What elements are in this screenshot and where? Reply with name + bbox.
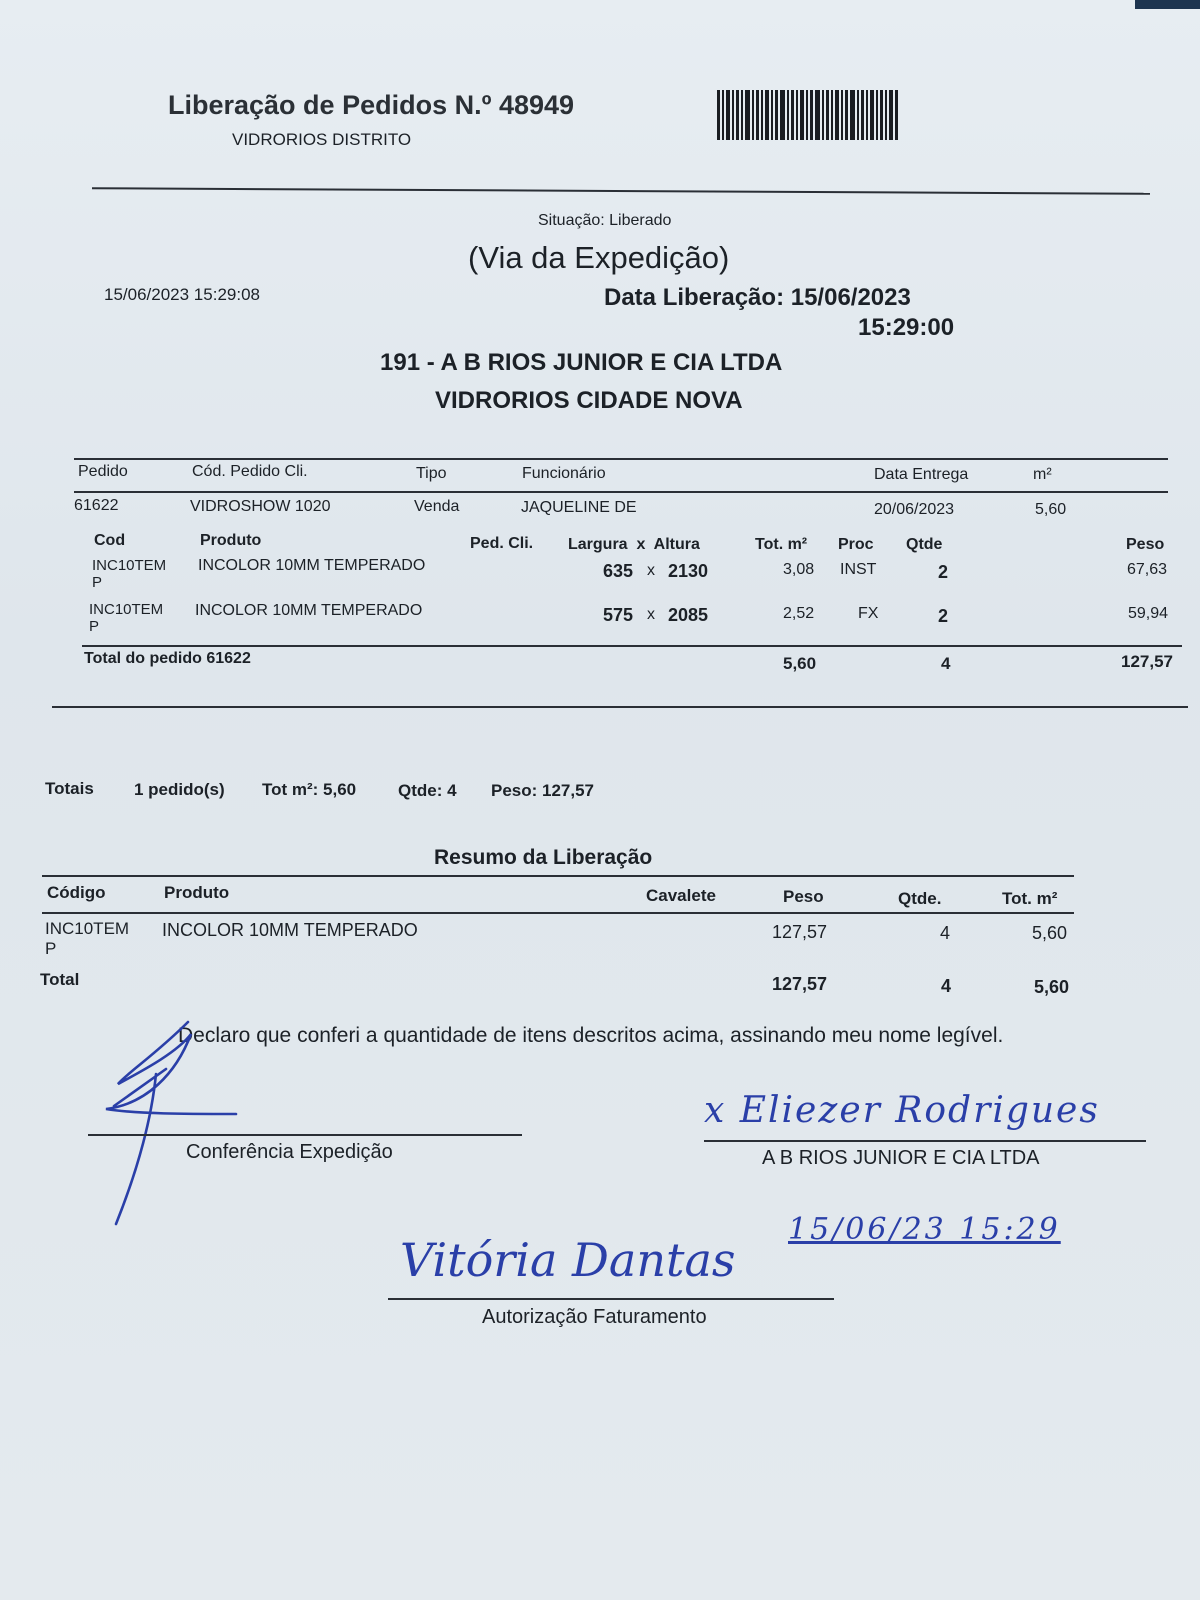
print-timestamp: 15/06/2023 15:29:08	[104, 285, 260, 304]
item1-tot-m2: 3,08	[783, 561, 815, 578]
declaration-text: Declaro que conferi a quantidade de itens descritos acima, assinando meu nome legível.	[178, 1024, 1004, 1047]
item2-altura: 2085	[668, 605, 709, 625]
item2-tot-m2: 2,52	[783, 605, 815, 622]
client-signature: x Eliezer Rodrigues	[704, 1090, 1100, 1131]
item1-peso: 67,63	[1127, 561, 1168, 578]
order-m2: 5,60	[1035, 501, 1067, 518]
order-cod-cli: VIDROSHOW 1020	[190, 498, 331, 515]
item2-cod-cont: P	[89, 618, 100, 635]
items-header-ped-cli: Ped. Cli.	[470, 535, 534, 552]
order-total-m2: 5,60	[783, 654, 817, 673]
barcode	[717, 90, 902, 140]
status-text: Situação: Liberado	[538, 212, 672, 229]
item2-largura: 575	[603, 605, 634, 625]
summary-header-codigo: Código	[47, 883, 106, 902]
order-pedido: 61622	[74, 497, 119, 514]
client-signature-line	[704, 1140, 1146, 1142]
document-title: Liberação de Pedidos N.º 48949	[168, 90, 575, 120]
summary-header-cavalete: Cavalete	[646, 886, 716, 905]
item2-cod: INC10TEM	[89, 601, 164, 618]
order-header-pedido: Pedido	[78, 463, 128, 480]
summary-cod-cont: P	[45, 939, 57, 958]
summary-total-peso: 127,57	[772, 974, 828, 994]
summary-header-rule	[42, 912, 1074, 914]
autorizacao-signature: Vitória Dantas	[400, 1233, 736, 1287]
item1-qtde: 2	[938, 562, 949, 582]
item2-produto: INCOLOR 10MM TEMPERADO	[195, 602, 423, 619]
summary-qtde: 4	[940, 923, 951, 943]
order-header-tipo: Tipo	[416, 465, 447, 482]
order-funcionario: JAQUELINE DE	[521, 499, 637, 516]
items-total-rule	[82, 645, 1182, 647]
client-branch: VIDRORIOS CIDADE NOVA	[435, 387, 743, 414]
summary-header-produto: Produto	[164, 883, 230, 902]
item2-proc: FX	[858, 605, 879, 622]
order-tipo: Venda	[414, 498, 460, 515]
order-total-peso: 127,57	[1121, 652, 1173, 671]
order-total-label: Total do pedido 61622	[84, 650, 251, 667]
item2-qtde: 2	[938, 606, 949, 626]
release-time: 15:29:00	[858, 314, 955, 341]
items-header-tot-m2: Tot. m²	[755, 536, 808, 553]
summary-produto: INCOLOR 10MM TEMPERADO	[162, 920, 418, 940]
autorizacao-label: Autorização Faturamento	[482, 1306, 707, 1328]
summary-header-peso: Peso	[783, 887, 824, 906]
summary-peso: 127,57	[772, 922, 828, 942]
client-name: 191 - A B RIOS JUNIOR E CIA LTDA	[380, 349, 783, 376]
items-header-produto: Produto	[200, 532, 262, 549]
items-header-qtde: Qtde	[906, 536, 943, 553]
totals-label: Totais	[45, 779, 94, 798]
summary-total-qtde: 4	[941, 976, 952, 996]
item1-x: x	[647, 562, 655, 579]
order-header-rule	[74, 491, 1168, 493]
summary-cod: INC10TEM	[45, 919, 130, 938]
header-divider	[92, 187, 1150, 195]
items-header-cod: Cod	[94, 532, 126, 549]
totals-qtde: Qtde: 4	[398, 781, 457, 800]
autorizacao-line	[388, 1298, 834, 1300]
order-header-m2: m²	[1033, 466, 1052, 483]
totals-m2: Tot m²: 5,60	[262, 780, 357, 799]
page-corner-mark	[1135, 0, 1200, 9]
summary-title: Resumo da Liberação	[434, 846, 653, 869]
order-header-data-entrega: Data Entrega	[874, 466, 969, 483]
item2-x: x	[647, 606, 655, 623]
order-header-funcionario: Funcionário	[522, 465, 606, 482]
items-header-dims: Largura x Altura	[568, 536, 700, 553]
totals-peso: Peso: 127,57	[491, 781, 595, 800]
item1-largura: 635	[603, 561, 634, 581]
order-table-top-rule	[74, 458, 1168, 460]
summary-top-rule	[42, 875, 1074, 877]
summary-total-m2: 5,60	[1034, 977, 1070, 997]
conferencia-signature	[96, 1014, 256, 1234]
item1-proc: INST	[840, 561, 877, 578]
item1-cod-cont: P	[92, 574, 103, 591]
conferencia-line	[88, 1134, 522, 1136]
item2-peso: 59,94	[1128, 605, 1169, 622]
summary-header-tot-m2: Tot. m²	[1002, 889, 1058, 908]
items-header-proc: Proc	[838, 536, 874, 553]
conferencia-label: Conferência Expedição	[186, 1141, 393, 1163]
client-signature-label: A B RIOS JUNIOR E CIA LTDA	[762, 1147, 1040, 1169]
via-label: (Via da Expedição)	[468, 240, 730, 275]
release-date: Data Liberação: 15/06/2023	[604, 284, 911, 311]
summary-header-qtde: Qtde.	[898, 889, 942, 908]
handwritten-date: 15/06/23 15:29	[788, 1212, 1061, 1247]
order-header-cod-cli: Cód. Pedido Cli.	[192, 463, 308, 480]
totals-pedidos: 1 pedido(s)	[134, 780, 225, 799]
issuer-company: VIDRORIOS DISTRITO	[232, 130, 412, 149]
item1-cod: INC10TEM	[92, 557, 167, 574]
items-header-peso: Peso	[1126, 536, 1165, 553]
order-total-qtde: 4	[941, 654, 951, 673]
item1-altura: 2130	[668, 561, 709, 581]
summary-total-label: Total	[40, 970, 80, 989]
order-data-entrega: 20/06/2023	[874, 501, 955, 518]
summary-tot-m2: 5,60	[1032, 923, 1068, 943]
section-divider	[52, 706, 1188, 708]
item1-produto: INCOLOR 10MM TEMPERADO	[198, 557, 426, 574]
